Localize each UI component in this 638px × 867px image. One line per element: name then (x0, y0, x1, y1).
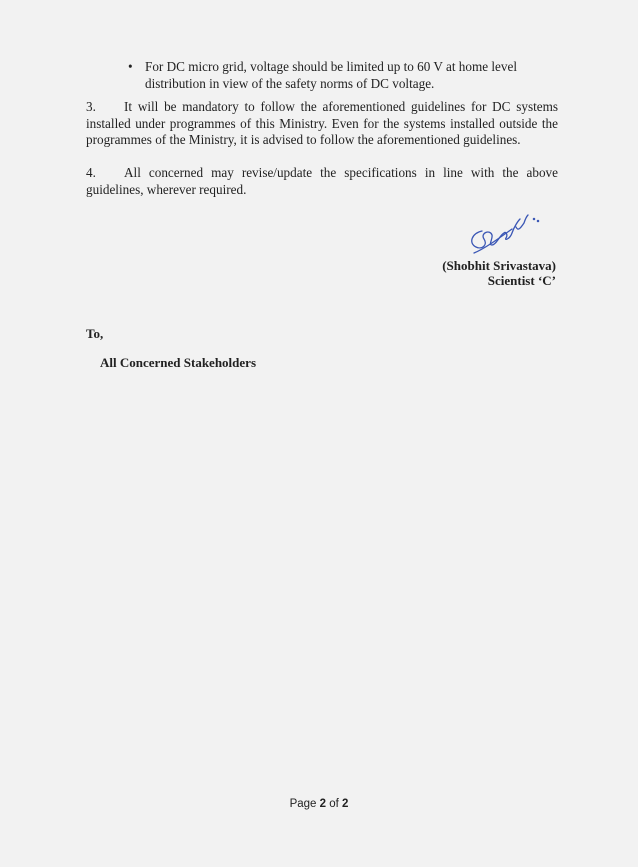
paragraph-4 (86, 165, 558, 198)
page-word: Page (289, 798, 317, 810)
to-label: To, (86, 326, 104, 341)
bullet-text: For DC micro grid, voltage should be limited up to 60 V at home level distribution in view of the safety norms of DC voltage. (145, 59, 518, 91)
page-footer (0, 798, 638, 810)
paragraph-number: 3. (86, 99, 96, 114)
paragraph-3 (86, 99, 558, 149)
current-page-number: 2 (319, 798, 327, 810)
paragraph-number: 4. (86, 165, 96, 180)
signatory-title: Scientist ‘C’ (487, 273, 556, 288)
of-word: of (329, 798, 339, 810)
handwritten-signature (462, 205, 544, 255)
bullet-item (128, 58, 568, 92)
signatory-name: (Shobhit Srivastava) (442, 258, 556, 273)
bullet-marker: • (128, 59, 133, 74)
total-page-number: 2 (342, 798, 349, 810)
paragraph-text: All concerned may revise/update the specifications in line with the above guidelines, wherever required. (86, 165, 558, 197)
addressee: All Concerned Stakeholders (100, 355, 256, 370)
paragraph-text: It will be mandatory to follow the aforementioned guidelines for DC systems installed under programmes of this Ministry. Even for the systems installed outside the programmes of the Ministry, it is advised to follow the aforementioned guidelines. (86, 99, 558, 147)
